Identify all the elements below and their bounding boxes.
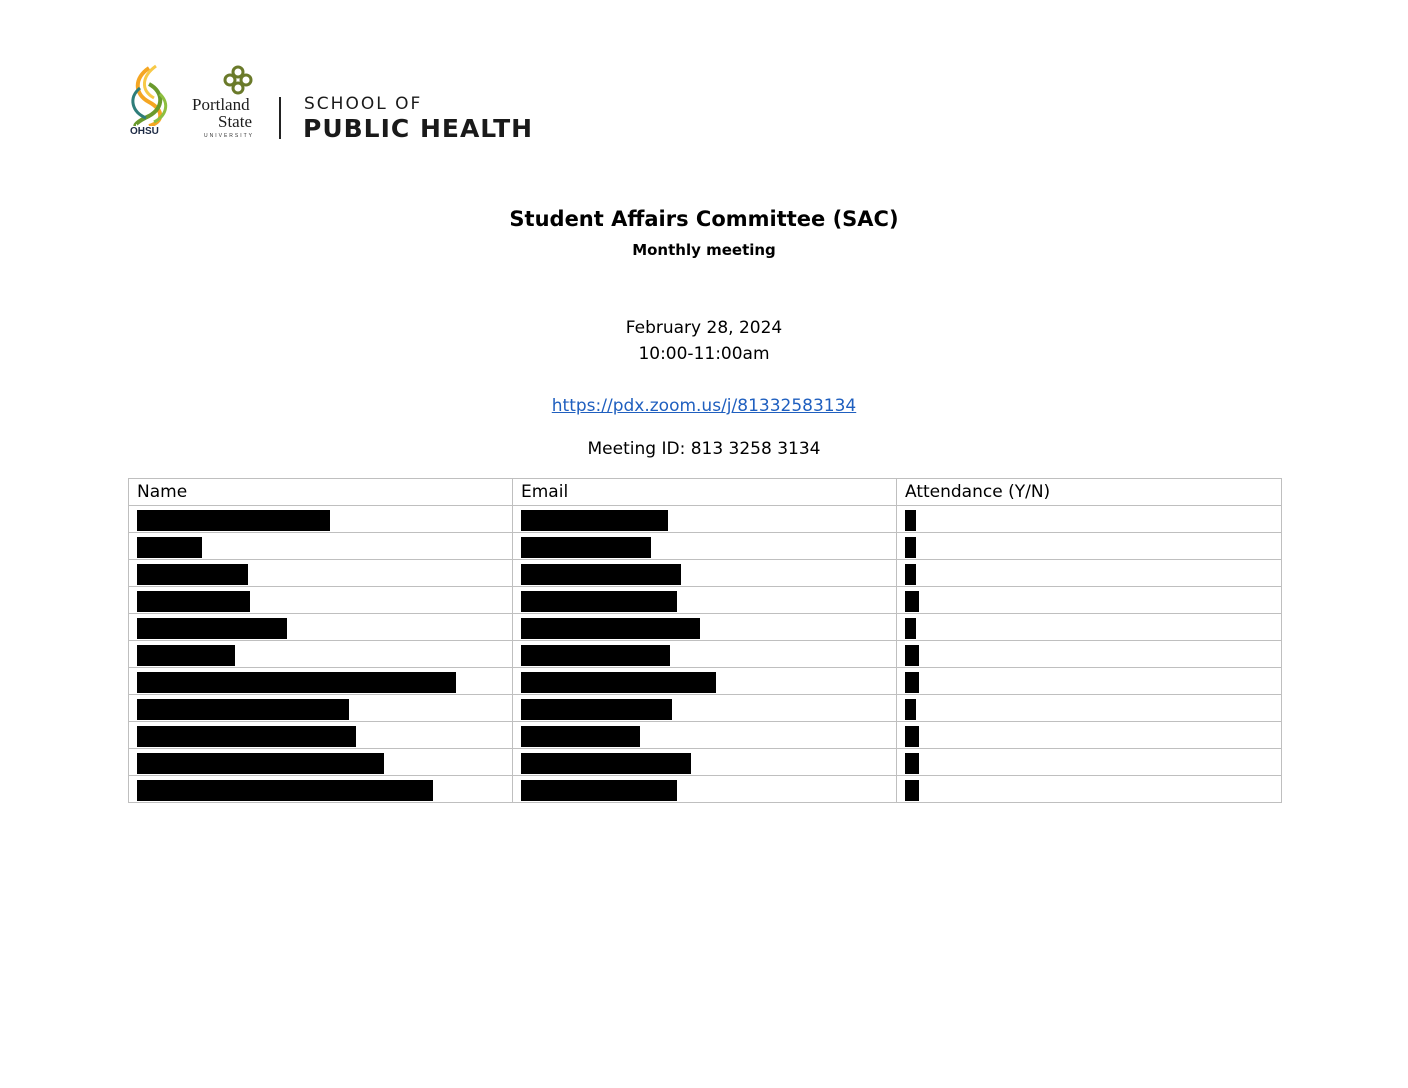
psu-logo xyxy=(192,64,262,140)
psu-line1: Portland xyxy=(192,95,250,114)
attendance-cell xyxy=(897,695,1282,722)
logo-divider xyxy=(279,97,281,139)
attendance-cell xyxy=(897,533,1282,560)
redaction-bar xyxy=(905,618,916,639)
redaction-bar xyxy=(521,537,651,558)
redaction-bar xyxy=(137,591,250,612)
redaction-bar xyxy=(905,726,919,747)
table-header-row xyxy=(129,479,1282,506)
attendance-cell xyxy=(897,506,1282,533)
public-health-label: PUBLIC HEALTH xyxy=(303,114,534,143)
column-header-attendance: Attendance (Y/N) xyxy=(897,479,1282,506)
email-cell xyxy=(513,614,897,641)
email-cell xyxy=(513,560,897,587)
redaction-bar xyxy=(521,726,640,747)
redaction-bar xyxy=(137,672,456,693)
table-row xyxy=(129,614,1282,641)
table-row xyxy=(129,641,1282,668)
ohsu-logo xyxy=(126,64,172,140)
redaction-bar xyxy=(521,780,677,801)
attendance-cell xyxy=(897,641,1282,668)
email-cell xyxy=(513,587,897,614)
name-cell xyxy=(129,776,513,803)
redaction-bar xyxy=(137,645,235,666)
table-row xyxy=(129,587,1282,614)
ohsu-label: OHSU xyxy=(130,126,159,137)
attendance-cell xyxy=(897,668,1282,695)
redaction-bar xyxy=(905,591,919,612)
redaction-bar xyxy=(521,564,681,585)
email-cell xyxy=(513,722,897,749)
name-cell xyxy=(129,749,513,776)
redaction-bar xyxy=(521,672,716,693)
email-cell xyxy=(513,668,897,695)
name-cell xyxy=(129,641,513,668)
redaction-bar xyxy=(137,537,202,558)
table-row xyxy=(129,776,1282,803)
meeting-time: 10:00-11:00am xyxy=(638,344,770,364)
email-cell xyxy=(513,695,897,722)
attendance-cell xyxy=(897,614,1282,641)
school-of-label: SCHOOL OF xyxy=(304,94,423,114)
header-logos xyxy=(126,64,546,144)
name-cell xyxy=(129,506,513,533)
attendance-cell xyxy=(897,776,1282,803)
redaction-bar xyxy=(137,510,330,531)
attendance-cell xyxy=(897,749,1282,776)
table-row xyxy=(129,722,1282,749)
psu-line2: State xyxy=(218,112,252,131)
redaction-bar xyxy=(521,699,672,720)
attendance-table xyxy=(128,478,1282,803)
redaction-bar xyxy=(521,591,677,612)
redaction-bar xyxy=(905,564,916,585)
redaction-bar xyxy=(137,726,356,747)
redaction-bar xyxy=(905,672,919,693)
redaction-bar xyxy=(137,564,248,585)
name-cell xyxy=(129,533,513,560)
name-cell xyxy=(129,614,513,641)
column-header-name: Name xyxy=(129,479,513,506)
attendance-cell xyxy=(897,560,1282,587)
psu-university-label: UNIVERSITY xyxy=(204,133,255,139)
psu-wordmark xyxy=(192,96,262,130)
table-row xyxy=(129,506,1282,533)
name-cell xyxy=(129,587,513,614)
redaction-bar xyxy=(905,510,916,531)
zoom-link[interactable]: https://pdx.zoom.us/j/81332583134 xyxy=(551,396,857,416)
table-row xyxy=(129,695,1282,722)
name-cell xyxy=(129,668,513,695)
table-row xyxy=(129,668,1282,695)
ohsu-emblem-icon xyxy=(126,64,172,126)
table-row xyxy=(129,533,1282,560)
attendance-cell xyxy=(897,722,1282,749)
redaction-bar xyxy=(137,753,384,774)
attendance-cell xyxy=(897,587,1282,614)
table-row xyxy=(129,749,1282,776)
psu-emblem-icon xyxy=(222,64,254,96)
document-title: Student Affairs Committee (SAC) xyxy=(509,207,899,231)
email-cell xyxy=(513,776,897,803)
redaction-bar xyxy=(137,699,349,720)
meeting-id: Meeting ID: 813 3258 3134 xyxy=(587,439,821,459)
redaction-bar xyxy=(905,645,919,666)
column-header-email: Email xyxy=(513,479,897,506)
email-cell xyxy=(513,533,897,560)
email-cell xyxy=(513,749,897,776)
table-row xyxy=(129,560,1282,587)
redaction-bar xyxy=(521,645,670,666)
document-subtitle: Monthly meeting xyxy=(632,241,776,259)
redaction-bar xyxy=(905,753,919,774)
redaction-bar xyxy=(905,537,916,558)
redaction-bar xyxy=(137,618,287,639)
redaction-bar xyxy=(521,618,700,639)
meeting-date: February 28, 2024 xyxy=(625,318,783,338)
name-cell xyxy=(129,695,513,722)
zoom-link-container xyxy=(0,396,1408,416)
redaction-bar xyxy=(905,699,916,720)
email-cell xyxy=(513,641,897,668)
name-cell xyxy=(129,560,513,587)
redaction-bar xyxy=(521,510,668,531)
redaction-bar xyxy=(521,753,691,774)
email-cell xyxy=(513,506,897,533)
redaction-bar xyxy=(137,780,433,801)
name-cell xyxy=(129,722,513,749)
redaction-bar xyxy=(905,780,919,801)
